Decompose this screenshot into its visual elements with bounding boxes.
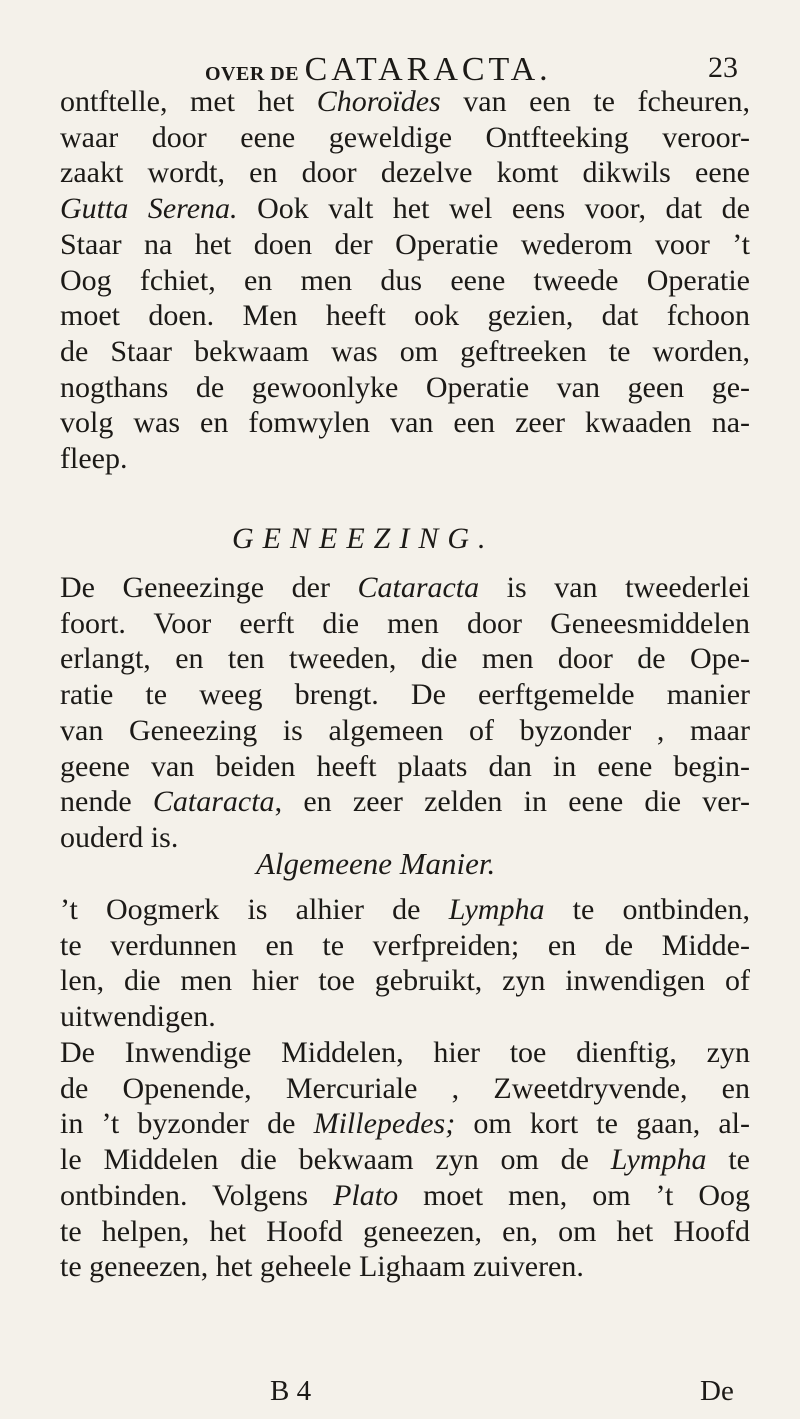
text-run: ontbinden. Volgens [60,1178,334,1212]
text-line [60,191,750,227]
italic-term: Cataracta [152,785,275,819]
paragraph-text [60,892,750,1035]
text-run: de Openende, Mercuriale , Zweetdryvende, en [60,1071,750,1105]
text-run: le Middelen die bekwaam zyn om de [60,1143,611,1177]
italic-term: Plato [333,1178,399,1212]
text-line [60,334,750,370]
text-line [60,749,750,785]
text-line [60,84,750,120]
page-number: 23 [708,51,738,84]
paragraph-1 [60,84,750,477]
text-line [60,405,750,441]
text-line [60,1106,750,1142]
text-line [60,570,750,606]
text-line [60,892,750,928]
subsection-heading-algemeene-manier: Algemeene Manier. [256,846,496,881]
text-run: Oog fchiet, en men dus eene tweede Operatie [60,263,750,297]
text-line [60,641,750,677]
text-run: nende [60,785,153,819]
text-line [60,1142,750,1178]
catchword: De [700,1375,734,1407]
paragraph-text [60,1035,750,1285]
signature-mark: B 4 [270,1375,312,1407]
text-line [60,227,750,263]
text-run: De Geneezinge der [60,571,358,604]
paragraph-3 [60,892,750,1035]
text-run: erlangt, en ten tweeden, die men door de Ope- [60,642,750,676]
text-run: moet doen. Men heeft ook gezien, dat fchoon [60,299,750,333]
text-line [60,441,750,477]
text-run: fleep. [60,442,128,476]
section-heading-geneezing: GENEEZING. [232,522,495,555]
text-run: nogthans de gewoonlyke Operatie van geen ge- [60,370,750,404]
italic-term: Millepedes; [313,1107,456,1141]
running-head-prefix: OVER DE [205,63,305,85]
text-run: van Geneezing is algemeen of byzonder , maar [60,713,750,747]
italic-term: Choroïdes [316,85,441,118]
text-line [60,155,750,191]
text-run: te helpen, het Hoofd geneezen, en, om het Hoofd [60,1214,750,1248]
text-line [60,370,750,406]
text-line [60,999,750,1035]
text-line [60,1178,750,1214]
text-line [60,928,750,964]
text-run: te geneezen, het geheele Lighaam zuiveren. [60,1250,584,1284]
text-line [60,120,750,156]
text-line [60,1035,750,1071]
italic-term: Gutta Serena. [60,192,238,226]
text-run: waar door eene geweldige Ontfteeking veroor- [60,120,750,154]
text-run: volg was en fomwylen van een zeer kwaaden na- [60,406,750,440]
text-run: is van tweederlei [479,571,750,604]
text-run: de Staar bekwaam was om geftreeken te worden, [60,334,750,368]
text-line [60,784,750,820]
text-line [60,1214,750,1250]
italic-term: Lympha [448,893,545,926]
text-run: moet men, om ’t Oog [398,1178,750,1212]
text-run: De Inwendige Middelen, hier toe dienftig, zyn [60,1036,750,1069]
page-footer [0,1375,800,1415]
text-run: van een te fcheuren, [440,85,750,118]
text-run: zaakt wordt, en door dezelve komt dikwils eene [60,156,750,190]
text-line [60,713,750,749]
text-line [60,1249,750,1285]
text-run: te [706,1143,750,1177]
text-run: Ook valt het wel eens voor, dat de [237,192,750,226]
text-run: te verdunnen en te verfpreiden; en de Midde- [60,928,750,962]
text-run: len, die men hier toe gebruikt, zyn inwendigen of [60,964,750,998]
text-line [60,298,750,334]
text-line [60,1071,750,1107]
text-run: Staar na het doen der Operatie wederom voor ’t [60,227,750,261]
text-run: foort. Voor eerft die men door Geneesmiddelen [60,606,750,640]
italic-term: Cataracta [357,571,480,604]
italic-term: Lympha [610,1143,707,1177]
paragraph-text [60,84,750,477]
text-line [60,263,750,299]
running-head-main: CATARACTA. [304,51,552,88]
text-run: te ontbinden, [544,893,750,926]
text-run: ratie te weeg brengt. De eerftgemelde manier [60,678,750,712]
paragraph-2 [60,570,750,856]
text-run: uitwendigen. [60,1000,216,1034]
text-line [60,606,750,642]
running-head [0,45,800,88]
text-run: ouderd is. [60,820,179,854]
text-line [60,963,750,999]
text-run: ontftelle, met het [60,85,317,118]
text-run: ’t Oogmerk is alhier de [60,893,449,926]
text-run: geene van beiden heeft plaats dan in eene begin- [60,749,750,783]
text-run: , en zeer zelden in eene die ver- [274,785,750,819]
text-line [60,677,750,713]
paragraph-4 [60,1035,750,1285]
text-run: om kort te gaan, al- [455,1107,750,1141]
paragraph-text [60,570,750,856]
text-run: in ’t byzonder de [60,1107,314,1141]
